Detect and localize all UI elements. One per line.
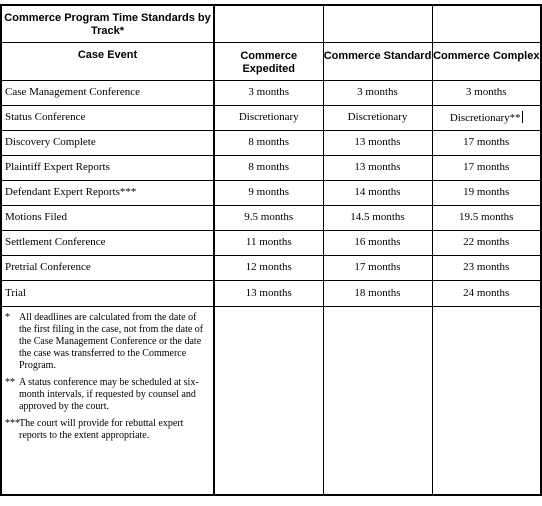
deadline-cell: 23 months bbox=[432, 255, 541, 280]
deadline-cell: 19.5 months bbox=[432, 205, 541, 230]
footnote-text: A status conference may be scheduled at six-month intervals, if requested by counsel and approved by the court. bbox=[19, 376, 199, 412]
deadline-cell: Discretionary bbox=[323, 105, 432, 130]
table-title: Commerce Program Time Standards by Track* bbox=[1, 5, 214, 42]
deadline-cell: 13 months bbox=[214, 280, 323, 306]
case-event-label: Status Conference bbox=[1, 105, 214, 130]
table-row bbox=[1, 230, 541, 255]
deadline-cell: Discretionary bbox=[214, 105, 323, 130]
deadline-cell: 3 months bbox=[214, 80, 323, 105]
table-row bbox=[1, 280, 541, 306]
deadline-cell: 19 months bbox=[432, 180, 541, 205]
table-row bbox=[1, 155, 541, 180]
deadline-cell: 9.5 months bbox=[214, 205, 323, 230]
empty-header-cell bbox=[432, 5, 541, 42]
empty-header-cell bbox=[214, 5, 323, 42]
deadline-cell: 8 months bbox=[214, 155, 323, 180]
deadline-cell: 17 months bbox=[323, 255, 432, 280]
case-event-label: Settlement Conference bbox=[1, 230, 214, 255]
deadline-cell: 18 months bbox=[323, 280, 432, 306]
table-row bbox=[1, 205, 541, 230]
footnote-mark: *** bbox=[5, 417, 20, 429]
deadline-cell: 14.5 months bbox=[323, 205, 432, 230]
text-cursor bbox=[522, 111, 523, 123]
footnote bbox=[5, 312, 209, 372]
track-header-standard: Commerce Standard bbox=[323, 42, 432, 80]
case-event-label: Plaintiff Expert Reports bbox=[1, 155, 214, 180]
deadline-cell: 16 months bbox=[323, 230, 432, 255]
empty-footnote-cell bbox=[214, 306, 323, 495]
footnote-mark: ** bbox=[5, 376, 15, 388]
time-standards-table bbox=[0, 4, 542, 496]
table-row bbox=[1, 180, 541, 205]
deadline-cell: 22 months bbox=[432, 230, 541, 255]
table-row bbox=[1, 80, 541, 105]
footnote-mark: * bbox=[5, 311, 10, 323]
case-event-label: Trial bbox=[1, 280, 214, 306]
case-event-label: Motions Filed bbox=[1, 205, 214, 230]
footnote bbox=[5, 377, 209, 413]
deadline-cell: 17 months bbox=[432, 155, 541, 180]
deadline-cell: 12 months bbox=[214, 255, 323, 280]
table-row bbox=[1, 105, 541, 130]
deadline-cell: 8 months bbox=[214, 130, 323, 155]
deadline-cell: 3 months bbox=[432, 80, 541, 105]
empty-footnote-cell bbox=[432, 306, 541, 495]
deadline-text: Discretionary** bbox=[449, 111, 521, 124]
deadline-cell: 14 months bbox=[323, 180, 432, 205]
track-header-expedited: Commerce Expedited bbox=[214, 42, 323, 80]
footnote-text: All deadlines are calculated from the date of the first filing in the case, not from the date of the Case Management Conference or the date the case was transferred to the Commerce Program. bbox=[19, 311, 204, 371]
deadline-cell: 13 months bbox=[323, 155, 432, 180]
case-event-label: Pretrial Conference bbox=[1, 255, 214, 280]
deadline-cell: 11 months bbox=[214, 230, 323, 255]
track-header-complex: Commerce Complex bbox=[432, 42, 541, 80]
footnotes-cell bbox=[1, 306, 214, 495]
table-row bbox=[1, 255, 541, 280]
footnote bbox=[5, 418, 209, 442]
deadline-cell: 17 months bbox=[432, 130, 541, 155]
deadline-cell-editing[interactable] bbox=[432, 105, 541, 130]
deadline-cell: 24 months bbox=[432, 280, 541, 306]
case-event-header: Case Event bbox=[1, 42, 214, 80]
case-event-label: Defendant Expert Reports*** bbox=[1, 180, 214, 205]
deadline-cell: 9 months bbox=[214, 180, 323, 205]
deadline-cell: 13 months bbox=[323, 130, 432, 155]
case-event-label: Discovery Complete bbox=[1, 130, 214, 155]
deadline-cell: 3 months bbox=[323, 80, 432, 105]
case-event-label: Case Management Conference bbox=[1, 80, 214, 105]
table-row bbox=[1, 130, 541, 155]
empty-header-cell bbox=[323, 5, 432, 42]
footnote-text: The court will provide for rebuttal expert reports to the extent appropriate. bbox=[19, 417, 184, 441]
empty-footnote-cell bbox=[323, 306, 432, 495]
